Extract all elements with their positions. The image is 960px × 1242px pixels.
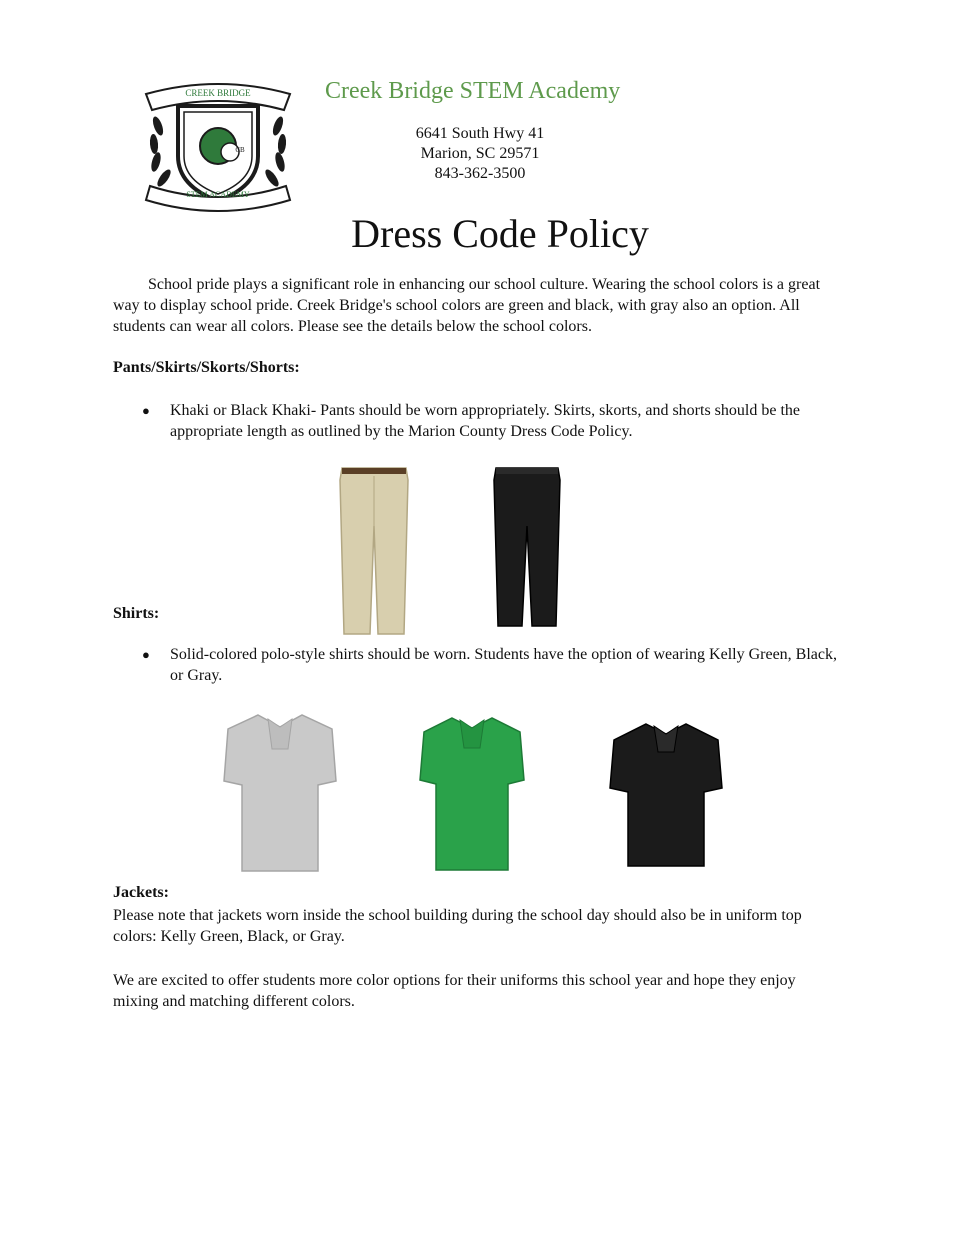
jackets-heading: Jackets: [113,884,169,901]
black-polo-image [608,722,724,868]
bullet-symbol: ● [142,403,150,418]
address-line1: 6641 South Hwy 41 [415,125,545,142]
logo-top-text: CREEK BRIDGE [185,88,251,98]
gray-polo-image [222,713,338,873]
pants-bullet: Khaki or Black Khaki- Pants should be worn appropriately. Skirts, skorts, and shorts should be the appropriate length as outlined by the Marion County Dress Code Policy. [170,402,800,440]
school-address [380,124,580,184]
school-name: Creek Bridge STEM Academy [325,78,621,104]
logo-bottom-text: STEM ACADEMY [186,190,250,199]
school-logo [138,76,298,216]
bullet-symbol: ● [142,647,150,662]
phone-number: 843-362-3500 [434,165,526,182]
pants-heading: Pants/Skirts/Skorts/Shorts: [113,359,300,376]
closing-paragraph: We are excited to offer students more color options for their uniforms this school year and hope they enjoy mixing and matching different colors. [113,972,796,1010]
page-title: Dress Code Policy [351,211,649,256]
logo-monogram: CB [235,146,245,154]
green-polo-image [418,716,526,872]
address-line2: Marion, SC 29571 [420,145,540,162]
shirts-heading: Shirts: [113,605,160,622]
shirts-bullet: Solid-colored polo-style shirts should be worn. Students have the option of wearing Kelly Green, Black, or Gray. [170,646,837,684]
jackets-text: Please note that jackets worn inside the school building during the school day should also be in uniform top colors: Kelly Green, Black, or Gray. [113,907,802,945]
khaki-pants-image [338,466,410,636]
intro-paragraph: School pride plays a significant role in enhancing our school culture. Wearing the school colors is a great way to display school pride. Creek Bridge's school colors are green and black, with gray also an option. All students can wear all colors. Please see the details below the school colors. [113,276,821,335]
black-pants-image [492,466,562,628]
